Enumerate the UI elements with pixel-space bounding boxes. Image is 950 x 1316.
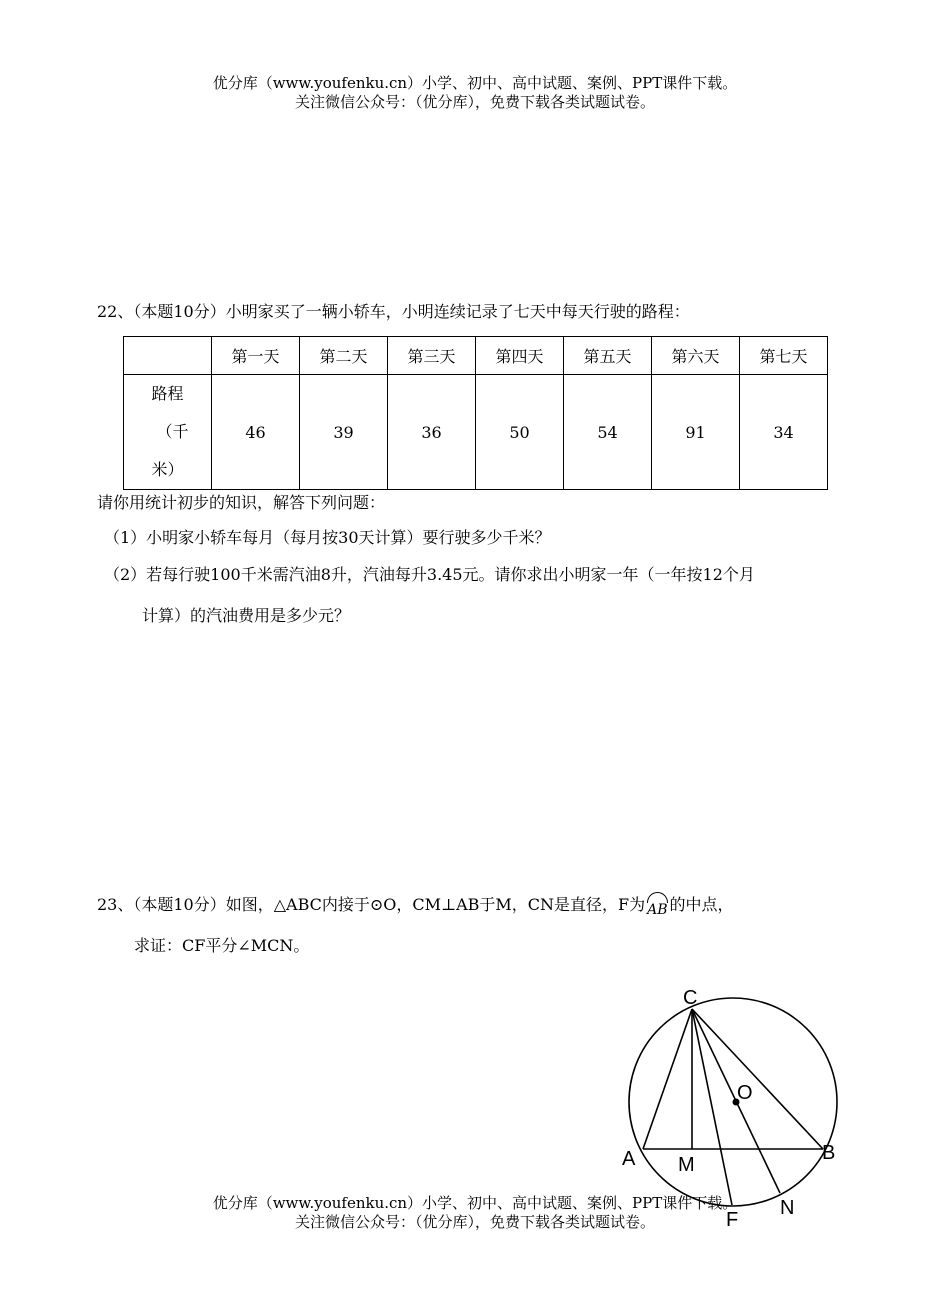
arc-ab-symbol: AB (645, 899, 669, 921)
table-corner-cell (124, 337, 212, 375)
day-header: 第七天 (740, 337, 828, 375)
segment-cb (692, 1009, 823, 1149)
row-label-cell (124, 375, 212, 490)
day-header: 第六天 (652, 337, 740, 375)
row-label-line: （千 (156, 422, 189, 441)
label-f: F (726, 1209, 739, 1231)
label-m: M (678, 1154, 695, 1176)
row-label-line: 米） (151, 460, 184, 479)
distance-value: 50 (476, 375, 564, 490)
page-footer (0, 1194, 950, 1232)
day-header: 第一天 (212, 337, 300, 375)
label-a: A (622, 1148, 636, 1170)
q23-title-text: 23、（本题10分）如图，△ABC内接于⊙O，CM⊥AB于M，CN是直径，F为 (97, 895, 646, 914)
q22-title: 22、（本题10分）小明家买了一辆小轿车，小明连续记录了七天中每天行驶的路程： (97, 302, 690, 321)
label-n: N (780, 1197, 795, 1219)
header-line-2: 关注微信公众号：（优分库），免费下载各类试题试卷。 (294, 93, 655, 111)
day-header: 第二天 (300, 337, 388, 375)
label-c: C (683, 987, 698, 1009)
distance-value: 36 (388, 375, 476, 490)
footer-line-1: 优分库（www.youfenku.cn）小学、初中、高中试题、案例、PPT课件下载。 (212, 1194, 738, 1212)
segment-cf (692, 1009, 732, 1205)
row-label-line: 路程 (151, 384, 184, 403)
q22-part2-line1: （2）若每行驶100千米需汽油8升，汽油每升3.45元。请你求出小明家一年（一年按12个月 (104, 565, 755, 584)
q23-prove: 求证：CF平分∠MCN。 (134, 936, 310, 955)
header-line-1: 优分库（www.youfenku.cn）小学、初中、高中试题、案例、PPT课件下载。 (212, 74, 738, 92)
day-header: 第三天 (388, 337, 476, 375)
distance-value: 39 (300, 375, 388, 490)
table-header-row (124, 337, 828, 375)
q22-intro: 请你用统计初步的知识，解答下列问题： (97, 493, 386, 512)
day-header: 第五天 (564, 337, 652, 375)
page-header (0, 74, 950, 112)
distance-value: 54 (564, 375, 652, 490)
segment-ca (643, 1009, 692, 1149)
distance-value: 34 (740, 375, 828, 490)
mileage-table (123, 336, 828, 490)
table-row (124, 375, 828, 490)
q22-part1: （1）小明家小轿车每月（每月按30天计算）要行驶多少千米？ (104, 528, 551, 547)
day-header: 第四天 (476, 337, 564, 375)
q23-title-end: 的中点， (669, 895, 734, 914)
distance-value: 91 (652, 375, 740, 490)
label-o: O (737, 1082, 753, 1104)
label-b: B (822, 1142, 836, 1164)
q22-part2-line2: 计算）的汽油费用是多少元？ (142, 606, 351, 625)
distance-value: 46 (212, 375, 300, 490)
footer-line-2: 关注微信公众号：（优分库），免费下载各类试题试卷。 (294, 1213, 655, 1231)
q23-title (97, 894, 734, 917)
